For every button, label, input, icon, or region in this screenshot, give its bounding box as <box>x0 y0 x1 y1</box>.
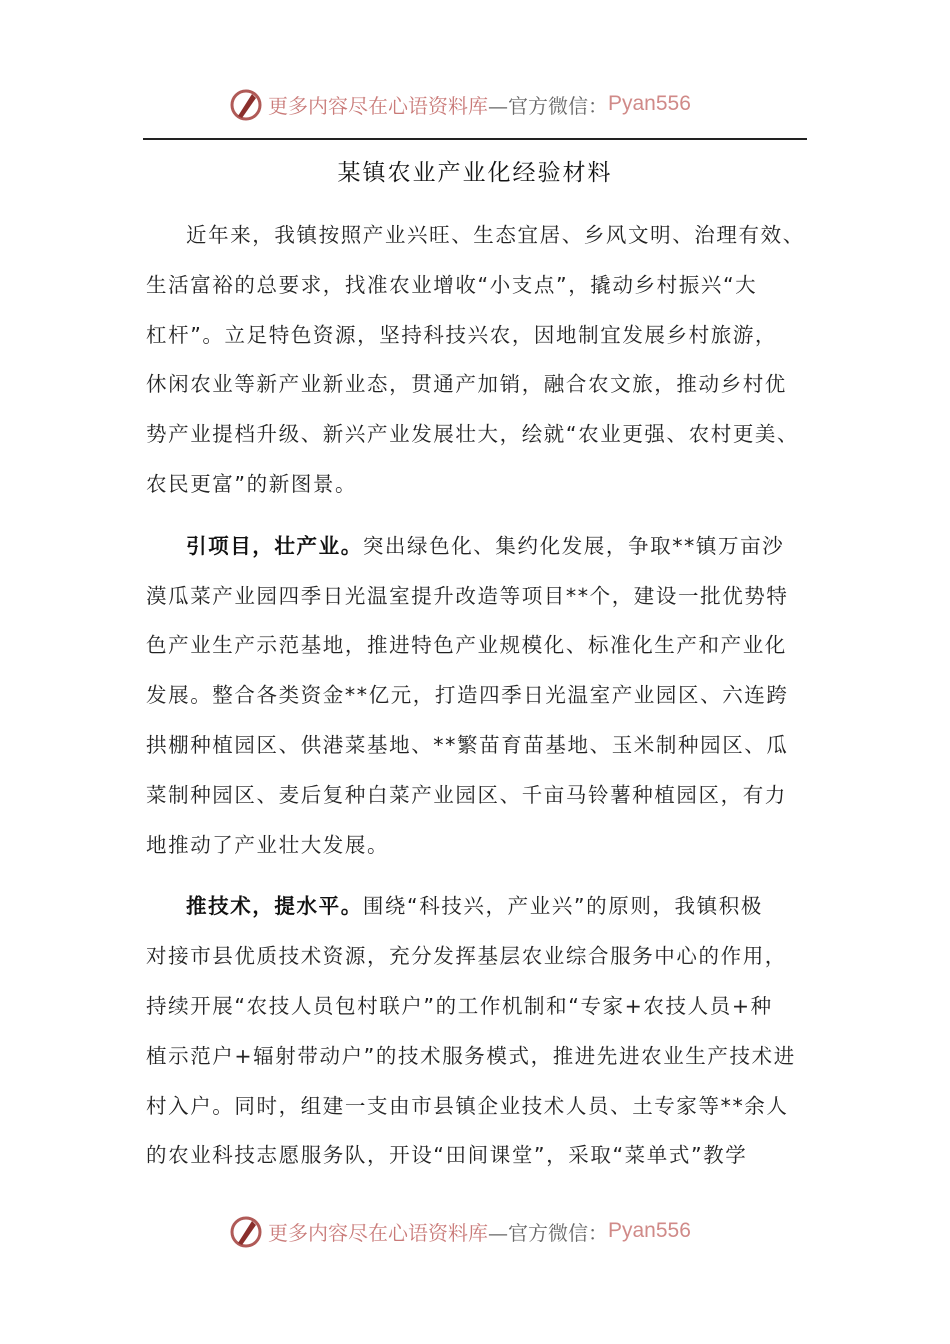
paragraph-intro <box>146 218 812 517</box>
footer-watermark <box>228 1211 691 1251</box>
document-title: 某镇农业产业化经验材料 <box>337 160 613 186</box>
header-divider <box>143 138 807 140</box>
text-line: 菜制种园区、麦后复种白菜产业园区、千亩马铃薯种植园区，有力 <box>146 782 787 807</box>
text-line: 生活富裕的总要求，找准农业增收“小支点”，撬动乡村振兴“大 <box>146 272 758 297</box>
text-line: 杠杆”。立足特色资源，坚持科技兴农，因地制宜发展乡村旅游， <box>146 322 778 347</box>
pen-logo-icon <box>228 86 264 122</box>
text-line: 农民更富”的新图景。 <box>146 471 358 496</box>
header-watermark <box>228 84 691 124</box>
text-span: 突出绿色化、集约化发展，争取**镇万亩沙 <box>362 533 785 558</box>
text-line: 植示范户+辐射带动户”的技术服务模式，推进先进农业生产技术进 <box>146 1043 796 1068</box>
pen-logo-icon <box>228 1213 264 1249</box>
text-line: 休闲农业等新产业新业态，贯通产加销，融合农文旅，推动乡村优 <box>146 372 787 397</box>
text-line: 地推动了产业壮大发展。 <box>146 832 390 857</box>
text-span: 围绕“科技兴，产业兴”的原则，我镇积极 <box>362 894 763 919</box>
text-line: 漠瓜菜产业园四季日光温室提升改造等项目**个，建设一批优势特 <box>146 583 789 608</box>
paragraph-lead: 引项目，壮产业。 <box>186 533 363 558</box>
text-line <box>146 529 812 579</box>
paragraph-projects <box>146 529 812 878</box>
watermark-wechat-label: —官方微信： <box>488 1220 608 1245</box>
text-line: 色产业生产示范基地，推进特色产业规模化、标准化生产和产业化 <box>146 633 787 658</box>
document-body <box>146 218 812 1200</box>
text-line: 持续开展“农技人员包村联户”的工作机制和“专家+农技人员+种 <box>146 993 773 1018</box>
watermark-text: 更多内容尽在心语资料库 <box>268 93 488 118</box>
text-line: 近年来，我镇按照产业兴旺、生态宜居、乡风文明、治理有效、 <box>186 223 805 247</box>
paragraph-lead: 推技术，提水平。 <box>186 894 363 919</box>
text-line: 对接市县优质技术资源，充分发挥基层农业综合服务中心的作用， <box>146 944 787 969</box>
text-line: 发展。整合各类资金**亿元，打造四季日光温室产业园区、六连跨 <box>146 683 789 708</box>
text-line: 村入户。同时，组建一支由市县镇企业技术人员、土专家等**余人 <box>146 1093 789 1118</box>
text-line <box>146 889 812 939</box>
watermark-wechat-label: —官方微信： <box>488 93 608 118</box>
text-line: 势产业提档升级、新兴产业发展壮大，绘就“农业更强、农村更美、 <box>146 422 800 447</box>
text-line: 拱棚种植园区、供港菜基地、**繁苗育苗基地、玉米制种园区、瓜 <box>146 732 789 757</box>
watermark-wechat-id: Pyan556 <box>608 1219 691 1242</box>
watermark-text: 更多内容尽在心语资料库 <box>268 1220 488 1245</box>
text-line: 的农业科技志愿服务队，开设“田间课堂”，采取“菜单式”教学 <box>146 1143 748 1168</box>
paragraph-technology <box>146 889 812 1188</box>
watermark-wechat-id: Pyan556 <box>608 92 691 115</box>
